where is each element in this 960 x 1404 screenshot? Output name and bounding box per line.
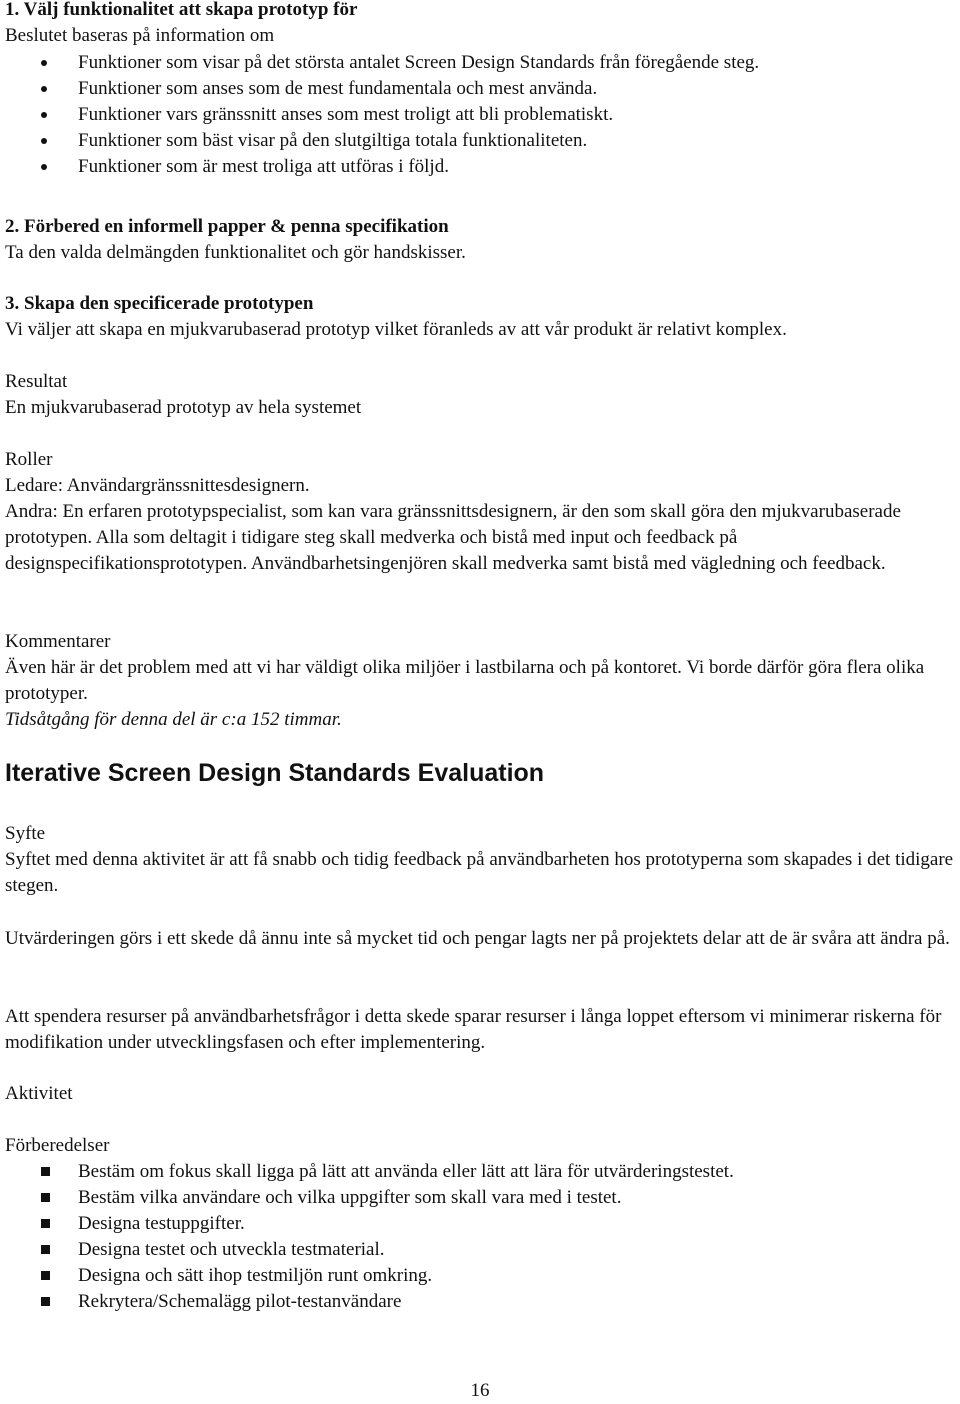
square-bullet-icon (41, 1245, 50, 1254)
square-bullet-icon (41, 1297, 50, 1306)
forberedelser-heading: Förberedelser (5, 1135, 110, 1156)
andra-text: En erfaren prototypspecialist, som kan vara gränssnittsdesignern, är den som skall göra den mjukvarubaserade prototypen. Alla som deltagit i tidigare steg skall medverka och bistå med input och feedback på designspecifikationsprototypen. Användbarhetsingenjören skall medverka samt bistå med vägledning och feedback. (5, 501, 901, 574)
list-item: Designa testet och utveckla testmaterial. (5, 1237, 734, 1263)
kommentarer-time: Tidsåtgång för denna del är c:a 152 timmar. (5, 709, 342, 730)
list-item: Rekrytera/Schemalägg pilot-testanvändare (5, 1289, 734, 1315)
square-bullet-icon (41, 1193, 50, 1202)
square-bullet-icon (41, 1167, 50, 1176)
list-item: Funktioner som bäst visar på den slutgiltiga totala funktionaliteten. (5, 128, 759, 154)
syfte-paragraph-3: Att spendera resurser på användbarhetsfrågor i detta skede sparar resurser i långa loppet eftersom vi minimerar riskerna för modifikation under utvecklingsfasen och efter implementering. (5, 1006, 942, 1053)
list-item: Funktioner som visar på det största antalet Screen Design Standards från föregående steg. (5, 50, 759, 76)
list-item: Funktioner som anses som de mest fundamentala och mest använda. (5, 76, 759, 102)
ledare-label: Ledare (5, 475, 58, 496)
square-bullet-icon (41, 1219, 50, 1228)
section-2-heading: 2. Förbered en informell papper & penna specifikation (5, 216, 449, 237)
list-item: Funktioner som är mest troliga att utföras i följd. (5, 154, 759, 180)
andra-label: Andra: (5, 501, 58, 522)
kommentarer-text: Även här är det problem med att vi har väldigt olika miljöer i lastbilarna och på kontoret. Vi borde därför göra flera olika prototyper. (5, 657, 925, 704)
resultat-text: En mjukvarubaserad prototyp av hela systemet (5, 397, 362, 418)
section-3-text: Vi väljer att skapa en mjukvarubaserad prototyp vilket föranleds av att vår produkt är relativt komplex. (5, 319, 787, 340)
forberedelser-list (5, 1159, 734, 1315)
bullet-dot-icon (41, 86, 47, 92)
main-heading: Iterative Screen Design Standards Evaluation (5, 759, 545, 787)
kommentarer-heading: Kommentarer (5, 631, 111, 652)
ledare-text: : Användargränssnittesdesignern. (57, 475, 310, 496)
roller-heading: Roller (5, 449, 53, 470)
page-number: 16 (470, 1380, 490, 1401)
list-item: Designa testuppgifter. (5, 1211, 734, 1237)
list-item: Bestäm om fokus skall ligga på lätt att använda eller lätt att lära för utvärderingstestet. (5, 1159, 734, 1185)
bullet-dot-icon (41, 164, 47, 170)
list-item: Bestäm vilka användare och vilka uppgifter som skall vara med i testet. (5, 1185, 734, 1211)
bullet-dot-icon (41, 138, 47, 144)
bullet-dot-icon (41, 60, 47, 66)
bullet-dot-icon (41, 112, 47, 118)
syfte-heading: Syfte (5, 823, 46, 844)
section-1-heading: 1. Välj funktionalitet att skapa prototyp för (5, 0, 358, 20)
square-bullet-icon (41, 1271, 50, 1280)
roller-andra (5, 499, 955, 577)
list-item: Designa och sätt ihop testmiljön runt omkring. (5, 1263, 734, 1289)
syfte-paragraph-1: Syftet med denna aktivitet är att få snabb och tidig feedback på användbarheten hos prototyperna som skapades i det tidigare stegen. (5, 849, 954, 896)
aktivitet-heading: Aktivitet (5, 1083, 73, 1104)
list-item: Funktioner vars gränssnitt anses som mest troligt att bli problematiskt. (5, 102, 759, 128)
section-3-heading: 3. Skapa den specificerade prototypen (5, 293, 314, 314)
section-2-text: Ta den valda delmängden funktionalitet och gör handskisser. (5, 242, 466, 263)
resultat-heading: Resultat (5, 371, 68, 392)
roller-ledare (5, 473, 310, 499)
section-1-intro: Beslutet baseras på information om (5, 25, 275, 46)
syfte-paragraph-2: Utvärderingen görs i ett skede då ännu inte så mycket tid och pengar lagts ner på projektets delar att de är svåra att ändra på. (5, 928, 950, 949)
section-1-bullet-list (5, 50, 759, 180)
